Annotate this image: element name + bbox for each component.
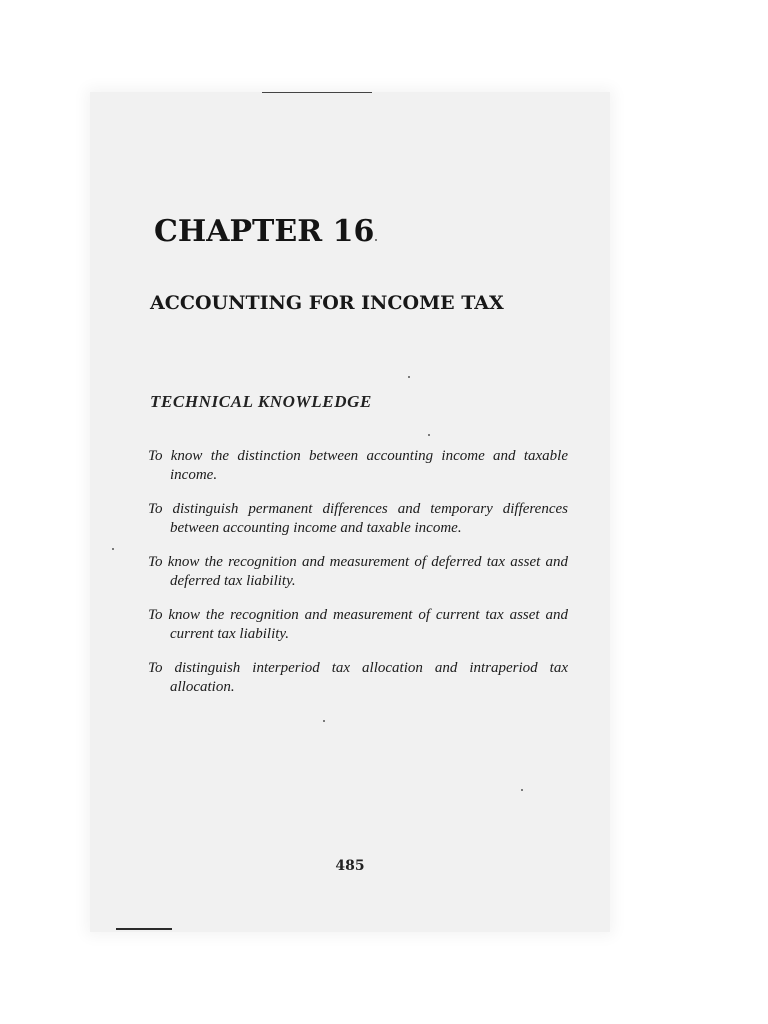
scan-speck [112, 548, 114, 550]
scan-speck [323, 720, 325, 722]
scanned-page [90, 92, 610, 932]
scan-speck [408, 376, 410, 378]
objective-item: To know the distinction between accounting income and taxable income. [148, 448, 568, 483]
chapter-title: CHAPTER 16 [154, 214, 375, 249]
scan-speck [521, 789, 523, 791]
scan-speck [428, 434, 430, 436]
objective-item: To know the recognition and measurement of current tax asset and current tax liability. [148, 607, 568, 642]
scan-speck [375, 239, 377, 241]
objective-item: To distinguish interperiod tax allocation and intraperiod tax allocation. [148, 660, 568, 695]
page-number: 485 [335, 858, 365, 874]
section-heading: TECHNICAL KNOWLEDGE [150, 392, 372, 411]
bottom-scan-rule [116, 928, 172, 930]
objective-item: To distinguish permanent differences and temporary differences between accounting income and taxable income. [148, 501, 568, 536]
chapter-subtitle: ACCOUNTING FOR INCOME TAX [150, 292, 504, 314]
objective-item: To know the recognition and measurement of deferred tax asset and deferred tax liability. [148, 554, 568, 589]
objectives-list [148, 447, 568, 712]
top-scan-rule [262, 92, 372, 93]
